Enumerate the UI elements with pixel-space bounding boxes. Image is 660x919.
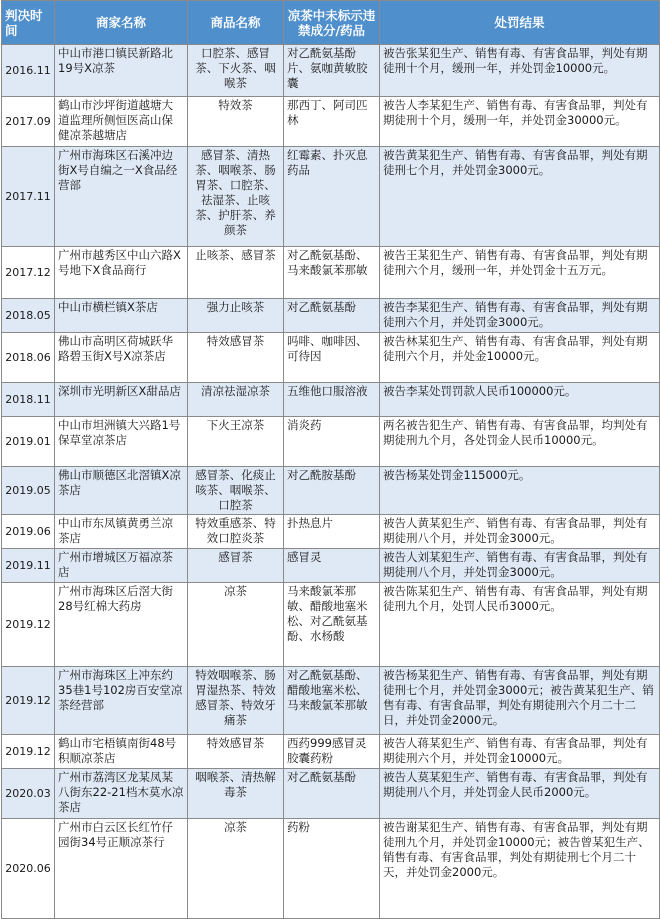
cell-date: 2020.06 [2, 819, 55, 919]
cell-product: 清凉祛湿凉茶 [188, 383, 284, 417]
cell-store: 广州市海珠区后滘大街28号红棉大药房 [55, 583, 188, 667]
cell-ingredient: 吗啡、咖啡因、可待因 [284, 333, 380, 383]
cell-store: 佛山市顺德区北滘镇X凉茶店 [55, 467, 188, 515]
cell-result: 被告杨某处罚金115000元。 [380, 467, 660, 515]
cell-product: 下火王凉茶 [188, 417, 284, 467]
cell-product: 特效感冒茶 [188, 333, 284, 383]
header-product: 商品名称 [188, 1, 284, 45]
cell-product: 感冒茶、化痰止咳茶、咽喉茶、口腔茶 [188, 467, 284, 515]
table-row [2, 417, 660, 467]
table-row [2, 299, 660, 333]
table-body [2, 45, 660, 919]
cell-store: 广州市海珠区上冲东约35巷1号102房百安堂凉茶经营部 [55, 667, 188, 735]
cell-result: 被告杨某犯生产、销售有毒、有害食品罪，判处有期徒刑七个月，并处罚金3000元；被告黄某犯生产、销售有毒、有害食品罪，判处有期徒刑六个月二十二日，并处罚金2000元。 [380, 667, 660, 735]
cell-product: 凉茶 [188, 583, 284, 667]
cell-ingredient: 对乙酰氨基酚 [284, 299, 380, 333]
cell-store: 深圳市光明新区X甜品店 [55, 383, 188, 417]
cell-date: 2019.11 [2, 549, 55, 583]
header-result: 处罚结果 [380, 1, 660, 45]
cell-date: 2017.09 [2, 97, 55, 147]
table-row [2, 147, 660, 247]
cell-ingredient: 感冒灵 [284, 549, 380, 583]
cell-ingredient: 西药999感冒灵胶囊药粉 [284, 735, 380, 769]
table-row [2, 667, 660, 735]
cell-date: 2019.06 [2, 515, 55, 549]
cell-product: 特效感冒茶 [188, 735, 284, 769]
cell-result: 被告人黄某犯生产、销售有毒、有害食品罪，判处有期徒刑八个月，并处罚金3000元。 [380, 515, 660, 549]
table-row [2, 333, 660, 383]
cell-store: 佛山市高明区荷城跃华路碧玉街X号X凉茶店 [55, 333, 188, 383]
cell-result: 被告李某处罚罚款人民币100000元。 [380, 383, 660, 417]
header-store: 商家名称 [55, 1, 188, 45]
cell-store: 广州市海珠区石溪冲边街X号自编之一X食品经营部 [55, 147, 188, 247]
table-row [2, 247, 660, 299]
cell-product: 止咳茶、感冒茶 [188, 247, 284, 299]
cell-ingredient: 五维他口服溶液 [284, 383, 380, 417]
table-row [2, 583, 660, 667]
cell-store: 广州市荔湾区龙某凤某八街东22-21档木莫水凉茶店 [55, 769, 188, 819]
cell-ingredient: 对乙酰胺基酚 [284, 467, 380, 515]
cell-store: 广州市白云区长红竹仔园街34号正顺凉茶行 [55, 819, 188, 919]
cell-ingredient: 马来酸氯苯那敏、醋酸地塞米松、对乙酰氨基酚、水杨酸 [284, 583, 380, 667]
table-row [2, 769, 660, 819]
cell-result: 被告张某犯生产、销售有毒、有害食品罪，判处有期徒刑十个月，缓刑一年，并处罚金10000元。 [380, 45, 660, 97]
cell-result: 两名被告犯生产、销售有毒、有害食品罪，均判处有期徒刑九个月，各处罚金人民币10000元。 [380, 417, 660, 467]
cell-ingredient: 对乙酰氨基酚片、氨咖黄敏胶囊 [284, 45, 380, 97]
cell-product: 强力止咳茶 [188, 299, 284, 333]
cell-store: 中山市东凤镇黄勇兰凉茶店 [55, 515, 188, 549]
table-row [2, 549, 660, 583]
cell-result: 被告王某犯生产、销售有毒、有害食品罪，判处有期徒刑六个月，缓刑一年，并处罚金十五万元。 [380, 247, 660, 299]
table-row [2, 97, 660, 147]
cell-product: 特效咽喉茶、肠胃湿热茶、特效感冒茶、特效牙痛茶 [188, 667, 284, 735]
cell-result: 被告黄某犯生产、销售有毒、有害食品罪，判处有期徒刑七个月，并处罚金3000元。 [380, 147, 660, 247]
cell-store: 广州市越秀区中山六路X号地下X食品商行 [55, 247, 188, 299]
cell-result: 被告陈某犯生产、销售有毒、有害食品罪，判处有期徒刑九个月，处罚人民币3000元。 [380, 583, 660, 667]
cell-ingredient: 药粉 [284, 819, 380, 919]
cell-ingredient: 扑热息片 [284, 515, 380, 549]
cell-ingredient: 对乙酰氨基酚、马来酸氯苯那敏 [284, 247, 380, 299]
cell-result: 被告人李某犯生产、销售有毒、有害食品罪，判处有期徒刑十个月，缓刑一年，并处罚金30000元。 [380, 97, 660, 147]
cell-result: 被告人莫某犯生产、销售有毒、有害食品罪，判处有期徒刑八个月，并处罚金人民币2000元。 [380, 769, 660, 819]
table-row [2, 467, 660, 515]
cell-store: 中山市港口镇民新路北19号X凉茶 [55, 45, 188, 97]
cell-ingredient: 对乙酰氨基酚 [284, 769, 380, 819]
table-row [2, 383, 660, 417]
header-row [2, 1, 660, 45]
cell-date: 2019.12 [2, 583, 55, 667]
cell-date: 2019.12 [2, 735, 55, 769]
cell-ingredient: 那西丁、阿司匹林 [284, 97, 380, 147]
header-date: 判决时间 [2, 1, 55, 45]
cell-date: 2017.12 [2, 247, 55, 299]
cell-product: 凉茶 [188, 819, 284, 919]
cell-date: 2019.05 [2, 467, 55, 515]
cell-date: 2020.03 [2, 769, 55, 819]
cell-result: 被告人刘某犯生产、销售有毒、有害食品罪，判处有期徒刑八个月，并处罚金3000元。 [380, 549, 660, 583]
cell-date: 2016.11 [2, 45, 55, 97]
cell-store: 鹤山市宅梧镇南街48号积顺凉茶店 [55, 735, 188, 769]
table-row [2, 735, 660, 769]
cell-store: 鹤山市沙坪街道越塘大道监理所侧恒医高山保健凉茶越塘店 [55, 97, 188, 147]
cell-result: 被告人蒋某犯生产、销售有毒、有害食品罪，判处有期徒刑六个月，并处罚金10000元。 [380, 735, 660, 769]
cell-date: 2019.01 [2, 417, 55, 467]
cell-product: 咽喉茶、清热解毒茶 [188, 769, 284, 819]
cell-ingredient: 对乙酰氨基酚、醋酸地塞米松、马来酸氯苯那敏 [284, 667, 380, 735]
cell-product: 口腔茶、感冒茶、下火茶、咽喉茶 [188, 45, 284, 97]
cell-result: 被告李某犯生产、销售有毒、有害食品罪，判处有期徒刑六个月，并处罚金3000元。 [380, 299, 660, 333]
cell-date: 2018.06 [2, 333, 55, 383]
cell-date: 2019.12 [2, 667, 55, 735]
cell-ingredient: 红霉素、扑灭息药品 [284, 147, 380, 247]
table-row [2, 819, 660, 919]
cell-result: 被告林某犯生产、销售有毒、有害食品罪，判处有期徒刑六个月，并处金10000元。 [380, 333, 660, 383]
table-row [2, 515, 660, 549]
cell-product: 特效茶 [188, 97, 284, 147]
cell-result: 被告谢某犯生产、销售有毒、有害食品罪，判处有期徒刑九个月，并处罚金10000元；被告曾某犯生产、销售有毒、有害食品罪，判处有期徒刑七个月二十天，并处罚金2000元。 [380, 819, 660, 919]
penalty-table [1, 0, 660, 919]
cell-product: 感冒茶、清热茶、咽喉茶、肠胃茶、口腔茶、祛湿茶、止咳茶、护肝茶、养颜茶 [188, 147, 284, 247]
table-row [2, 45, 660, 97]
cell-store: 广州市增城区万福凉茶店 [55, 549, 188, 583]
cell-ingredient: 消炎药 [284, 417, 380, 467]
cell-product: 特效重感茶、特效口腔炎茶 [188, 515, 284, 549]
cell-date: 2018.05 [2, 299, 55, 333]
header-ingredient: 凉茶中未标示违禁成分/药品 [284, 1, 380, 45]
cell-date: 2017.11 [2, 147, 55, 247]
cell-product: 感冒茶 [188, 549, 284, 583]
cell-store: 中山市横栏镇X茶店 [55, 299, 188, 333]
cell-date: 2018.11 [2, 383, 55, 417]
cell-store: 中山市坦洲镇大兴路1号保草堂凉茶店 [55, 417, 188, 467]
